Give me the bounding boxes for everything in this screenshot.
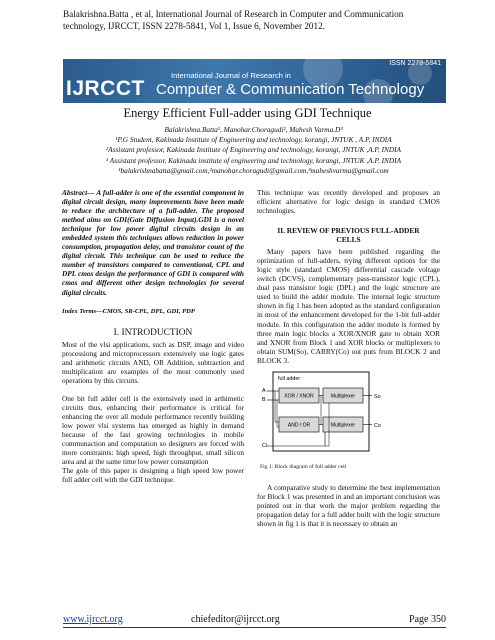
banner-journal-name: International Journal of Research in <box>171 71 291 80</box>
xor-xnor-label: XOR / XNOR <box>284 393 314 400</box>
output-co-label: Co <box>374 422 381 429</box>
abstract-label: Abstract— <box>62 188 95 197</box>
full-adder-title: full adder <box>278 375 301 382</box>
figure-full-adder-diagram <box>259 371 384 461</box>
input-a-label: A <box>262 387 266 394</box>
review-paragraph-1: Many papers have been published regarding the optimization of full-adders, trying different options for the logic style (standard CMOS) differential cascade voltage switch (DCVS), complementary pass-transistor logic (CPL), dual pass transistor logic (DPL) and the logic structure are used to build the adder module. The internal logic structure shown in fig 1 has been adopted as the standard configuration in most of the enhancement developed for the 1-bit full-adder module. In this configuration the adder module is formed by three main logic blocks a XOR/XNOR gate to obtain XOR and XNOR from Block 1 and XOR blocks or multiplexers to obtain SUM(So), CARRY(Co) out puts from BLOCK 2 and BLOCK 3. <box>257 247 440 365</box>
section-heading-introduction: I. INTRODUCTION <box>113 327 193 338</box>
journal-banner <box>63 59 446 103</box>
section-heading-review: II. REVIEW OF PREVIOUS FULL-ADDER CELLS <box>277 226 420 245</box>
abstract <box>62 188 244 297</box>
author-names: Balakrishna.Batta¹, Manohar.Choragudi², Mahesh Varma.D³ <box>164 125 343 134</box>
paper-title: Energy Efficient Full-adder using GDI Technique <box>123 106 372 120</box>
banner-issn: ISSN 2278-5841 <box>389 60 441 67</box>
citation-header: Balakrishna.Batta , et al, International Journal of Research in Computer and Communication technology, IJRCCT, ISSN 2278-5841, Vol 1, Issue 6, November 2012. <box>63 9 404 31</box>
multiplexer-carry-label: Multiplexer <box>330 422 356 429</box>
abstract-text: A full-adder is one of the essential component in digital circuit design, many improvements have been made to reduce the architecture of a full-adder. The proposed method aims on GDI(Gate Diffusion Input).GDI is a novel technique for low power digital circuits design in an embedded system this techniques allows reduction in power consumption, propagation delay, and transistor count of the digital circuit. This technique can be used to reduce the number of transistors compared to conventional, CPL and DPL cmos design the performance of GDI is compared with cmos and different other design technologies for several digital circuits. <box>62 188 244 297</box>
review-intro-paragraph: This technique was recently developed and proposes an efficient alternative for logic design in standard CMOS technologies. <box>257 188 440 216</box>
input-ci-label: Ci <box>262 442 268 449</box>
right-column <box>257 188 440 528</box>
affiliation-1: ¹P.G Student, Kakinada Institute of Engineering and technology, korangi, JNTUK , A.P, INDIA <box>115 135 392 145</box>
footer-email: chiefeditor@ijrcct.org <box>191 614 280 625</box>
affiliation-2: ²Assistant professor, Kakinada Institute of Engineering and technology, korangi, JNTUK ,A.P, INDIA <box>105 145 402 155</box>
author-emails: ¹balakrishnabatta@gmail.com,²manohar.choragudi@gmail.com,³maheshvarma@gmail.com <box>118 165 389 175</box>
review-paragraph-2: A comparative study to determine the best implementation for Block 1 was presented in and an important conclusion was pointed out in that work the major problem regarding the propagation delay for a full adder built with the logic structure shown in fig 1 is that it is necessary to obtain an <box>257 482 440 528</box>
journal-logo: IJRCCT <box>66 77 145 100</box>
index-terms: Index Terms—CMOS, SR-CPL, DPL, GDI, PDP <box>62 307 195 315</box>
banner-tagline: Computer & Communication Technology <box>156 81 425 98</box>
intro-paragraph-1: Most of the vlsi applications, such as DSP, image and video processiong and microprocessors extensively use logic gates and arithmetic circuits AND, OR Addition, subtraction and multiplication are examples of the most commonly used operations by this circuits. <box>62 339 244 385</box>
author-block <box>62 125 445 176</box>
footer-page-number: Page 350 <box>409 614 446 625</box>
intro-paragraph-2: One bit full adder cell is the extensively used in arthimetic circuits thus, enhancing their performance is critical for enhancing the over all module performance recently building low power vlsi systems has emerged as highly in demand because of the fast growing technologies in mobile communaction and computation so designers are forced with more constraints: high speed, high throughput, small silicon area and at the same time low power consumption <box>62 393 244 467</box>
figure-caption: Fig 1: Block diagram of full adder cell <box>260 463 347 470</box>
multiplexer-sum-label: Multiplexer <box>330 393 356 400</box>
left-column <box>62 188 244 484</box>
full-adder-block-diagram <box>259 371 384 461</box>
footer-website-link[interactable]: www.ijrcct.org <box>63 614 123 625</box>
and-or-label: AND / OR <box>287 422 311 429</box>
output-so-label: So <box>374 393 381 400</box>
affiliation-3: ³ Assistant professor, Kakinada institute of engineering and technology, korangi, JNTUK ,A.P, INDIA <box>105 155 402 165</box>
input-b-label: B <box>262 396 266 403</box>
footer-divider <box>63 627 446 628</box>
intro-paragraph-3: The gole of this paper is designing a high speed low power full adder cell with the GDI technique. <box>62 466 244 485</box>
